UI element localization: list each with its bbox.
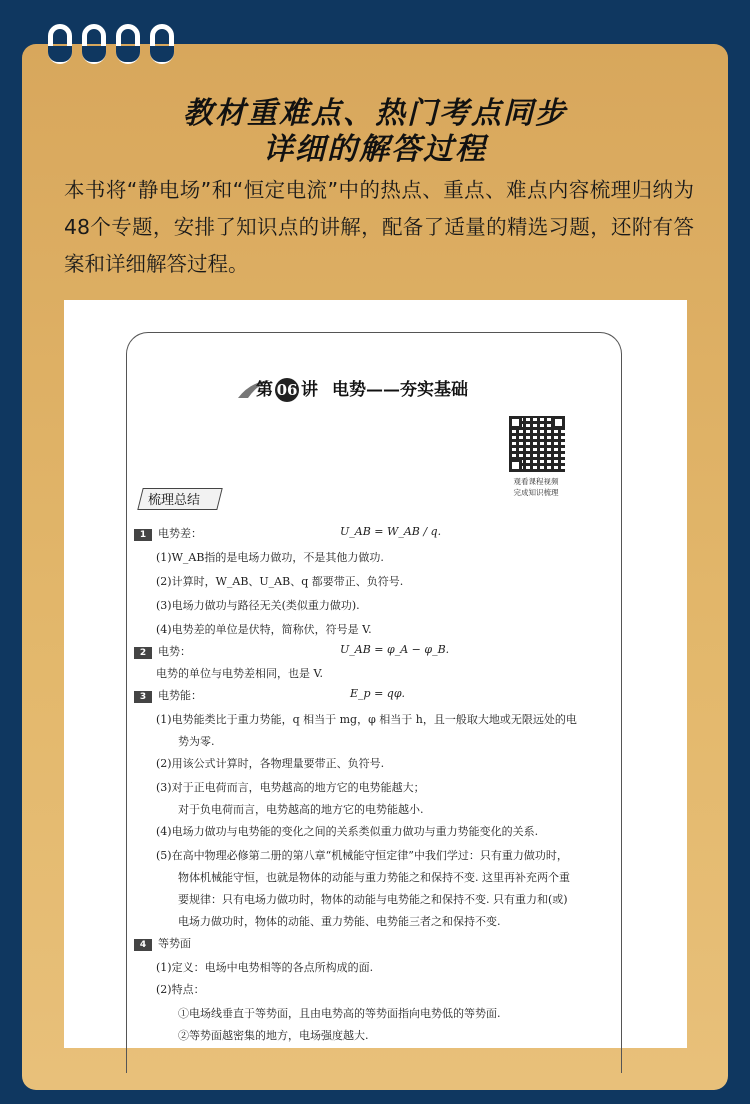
summary-line-text: (4)电场力做功与电势能的变化之间的关系类似重力做功与重力势能变化的关系. — [156, 825, 539, 838]
summary-line — [156, 755, 384, 771]
section-heading — [134, 525, 202, 541]
section-number-badge: 3 — [134, 691, 152, 703]
summary-line — [156, 823, 538, 839]
summary-line-text: (2)特点： — [156, 983, 205, 996]
summary-line-text: (4)电势差的单位是伏特，简称伏，符号是 V. — [156, 623, 372, 636]
summary-line — [178, 733, 215, 749]
formula: U_AB = φ_A − φ_B. — [340, 643, 450, 656]
summary-line — [178, 913, 501, 929]
book-page-preview — [64, 300, 687, 1048]
summary-label: 梳理总结 — [148, 493, 201, 508]
qr-caption — [496, 476, 576, 498]
summary-line-text: 要规律：只有电场力做功时，物体的动能与电势能之和保持不变. 只有重力和(或) — [178, 893, 568, 906]
summary-line-text: (2)计算时，W_AB、U_AB、q 都要带正、负符号. — [156, 575, 404, 588]
summary-line-text: ①电场线垂直于等势面，且由电势高的等势面指向电势低的等势面. — [178, 1007, 501, 1020]
headline-line-1: 教材重难点、热门考点同步 — [183, 96, 567, 131]
summary-line — [156, 959, 373, 975]
summary-line-text: (3)电场力做功与路径无关(类似重力做功). — [156, 599, 360, 612]
section-heading — [134, 643, 191, 659]
summary-line — [156, 981, 205, 997]
qr-caption-line-2: 完成知识梳理 — [513, 488, 559, 497]
summary-line — [156, 711, 577, 727]
summary-line — [178, 891, 568, 907]
section-number-badge: 2 — [134, 647, 152, 659]
summary-line — [156, 779, 425, 795]
summary-line-text: 对于负电荷而言，电势越高的地方它的电势能越小. — [178, 803, 424, 816]
ring-icon — [48, 24, 72, 64]
summary-line-text: 电势差： — [158, 527, 202, 540]
formula: U_AB = W_AB / q. — [340, 525, 442, 538]
binder-rings — [48, 24, 178, 72]
section-number-badge: 4 — [134, 939, 152, 951]
section-number-badge: 1 — [134, 529, 152, 541]
summary-line — [178, 1005, 501, 1021]
summary-line — [156, 847, 568, 863]
summary-line-text: (5)在高中物理必修第二册的第八章“机械能守恒定律”中我们学过：只有重力做功时， — [156, 849, 568, 862]
headline-line-2: 详细的解答过程 — [263, 132, 487, 167]
summary-line — [178, 801, 424, 817]
lesson-suffix: 讲 — [301, 380, 318, 400]
summary-line — [156, 597, 360, 613]
section-heading — [134, 935, 191, 951]
summary-line-text: 等势面 — [158, 937, 191, 950]
ring-icon — [82, 24, 106, 64]
summary-line — [156, 549, 384, 565]
section-heading — [134, 687, 202, 703]
ring-icon — [150, 24, 174, 64]
lesson-title — [234, 375, 468, 402]
summary-line-text: 物体机械能守恒，也就是物体的动能与重力势能之和保持不变. 这里再补充两个重 — [178, 871, 570, 884]
summary-line-text: (1)W_AB指的是电场力做功，不是其他力做功. — [156, 551, 384, 564]
summary-line-text: 电势能： — [158, 689, 202, 702]
summary-line-text: 电势的单位与电势差相同，也是 V. — [156, 667, 324, 680]
summary-line-text: 电场力做功时，物体的动能、重力势能、电势能三者之和保持不变. — [178, 915, 501, 928]
summary-line-text: 势为零. — [178, 735, 215, 748]
lesson-number: 06 — [275, 378, 299, 402]
intro-text: 本书将“静电场”和“恒定电流”中的热点、重点、难点内容梳理归纳为48个专题，安排了知识点的讲解，配备了适量的精选习题，还附有答案和详细解答过程。 — [64, 178, 694, 276]
summary-line-text: ②等势面越密集的地方，电场强度越大. — [178, 1029, 369, 1042]
summary-line — [156, 573, 403, 589]
summary-line-text: (1)电势能类比于重力势能，q 相当于 mg，φ 相当于 h，且一般取大地或无限远处的电 — [156, 713, 577, 726]
summary-line — [156, 621, 372, 637]
formula: E_p = qφ. — [350, 687, 406, 700]
summary-line — [178, 1027, 369, 1043]
ring-icon — [116, 24, 140, 64]
qr-caption-line-1: 观看课程视频 — [513, 477, 559, 486]
summary-line-text: 电势： — [158, 645, 191, 658]
summary-line — [156, 665, 323, 681]
summary-line-text: (1)定义：电场中电势相等的各点所构成的面. — [156, 961, 374, 974]
summary-line — [178, 869, 570, 885]
qr-code-icon — [509, 416, 565, 472]
lesson-topic: 电势——夯实基础 — [332, 380, 468, 400]
summary-line-text: (2)用该公式计算时，各物理量要带正、负符号. — [156, 757, 385, 770]
lesson-prefix: 第 — [256, 380, 273, 400]
summary-line-text: (3)对于正电荷而言，电势越高的地方它的电势能越大； — [156, 781, 425, 794]
